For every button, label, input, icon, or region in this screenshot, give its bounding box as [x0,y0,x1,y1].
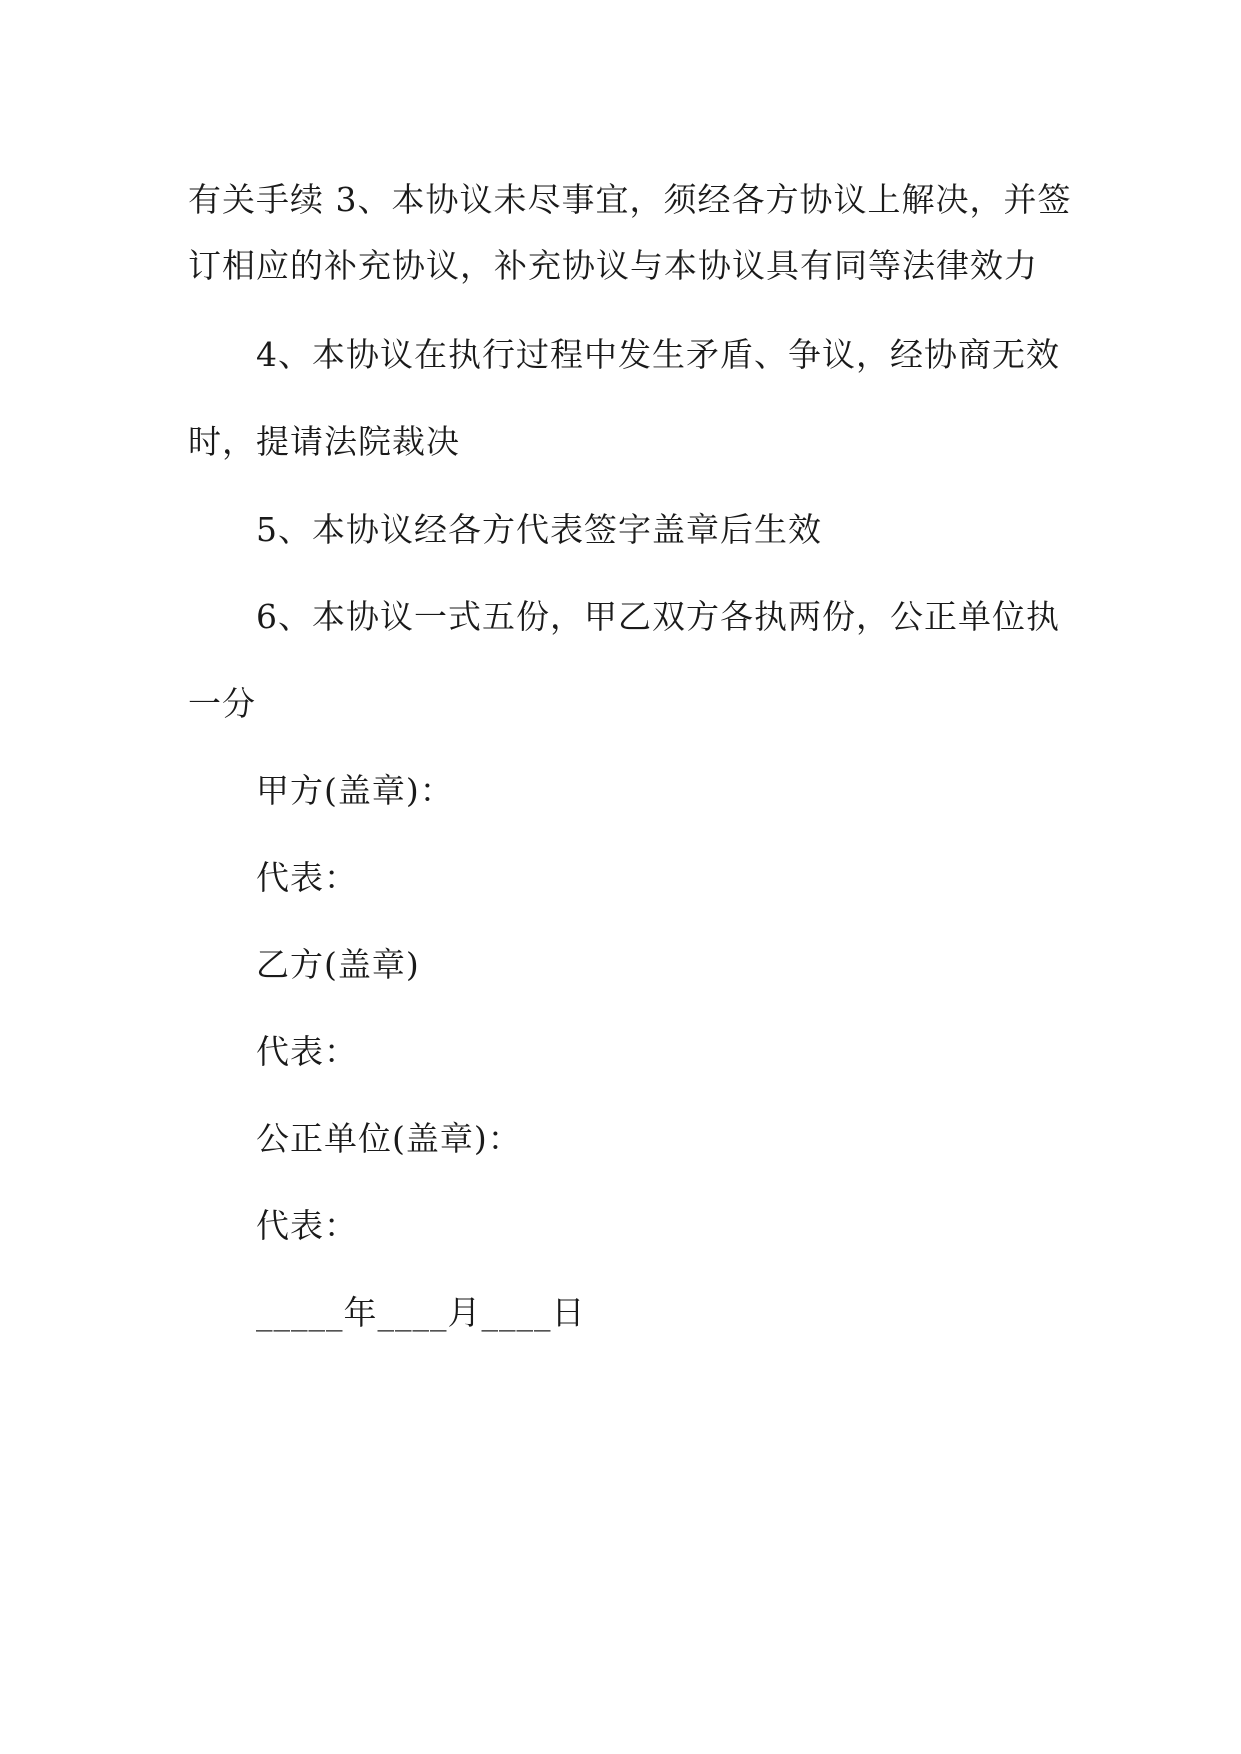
paragraph-line-3-end: 订相应的补充协议，补充协议与本协议具有同等法律效力 [188,246,1038,285]
date-line: _____年____月____日 [256,1293,586,1332]
notary-representative-label: 代表： [256,1206,358,1245]
clause-5: 5、本协议经各方代表签字盖章后生效 [256,510,822,549]
paragraph-line-3-continued: 有关手续 3、本协议未尽事宜，须经各方协议上解决，并签 [188,180,1072,219]
notary-seal-label: 公正单位(盖章)： [256,1119,522,1158]
clause-4-line-1: 4、本协议在执行过程中发生矛盾、争议，经协商无效 [256,335,1060,374]
party-a-seal-label: 甲方(盖章)： [256,771,454,810]
clause-6-line-2: 一分 [188,684,256,723]
party-b-representative-label: 代表： [256,1032,358,1071]
party-a-representative-label: 代表： [256,858,358,897]
party-b-seal-label: 乙方(盖章) [256,945,420,984]
clause-6-line-1: 6、本协议一式五份，甲乙双方各执两份，公正单位执 [256,597,1060,636]
clause-4-line-2: 时，提请法院裁决 [188,422,460,461]
